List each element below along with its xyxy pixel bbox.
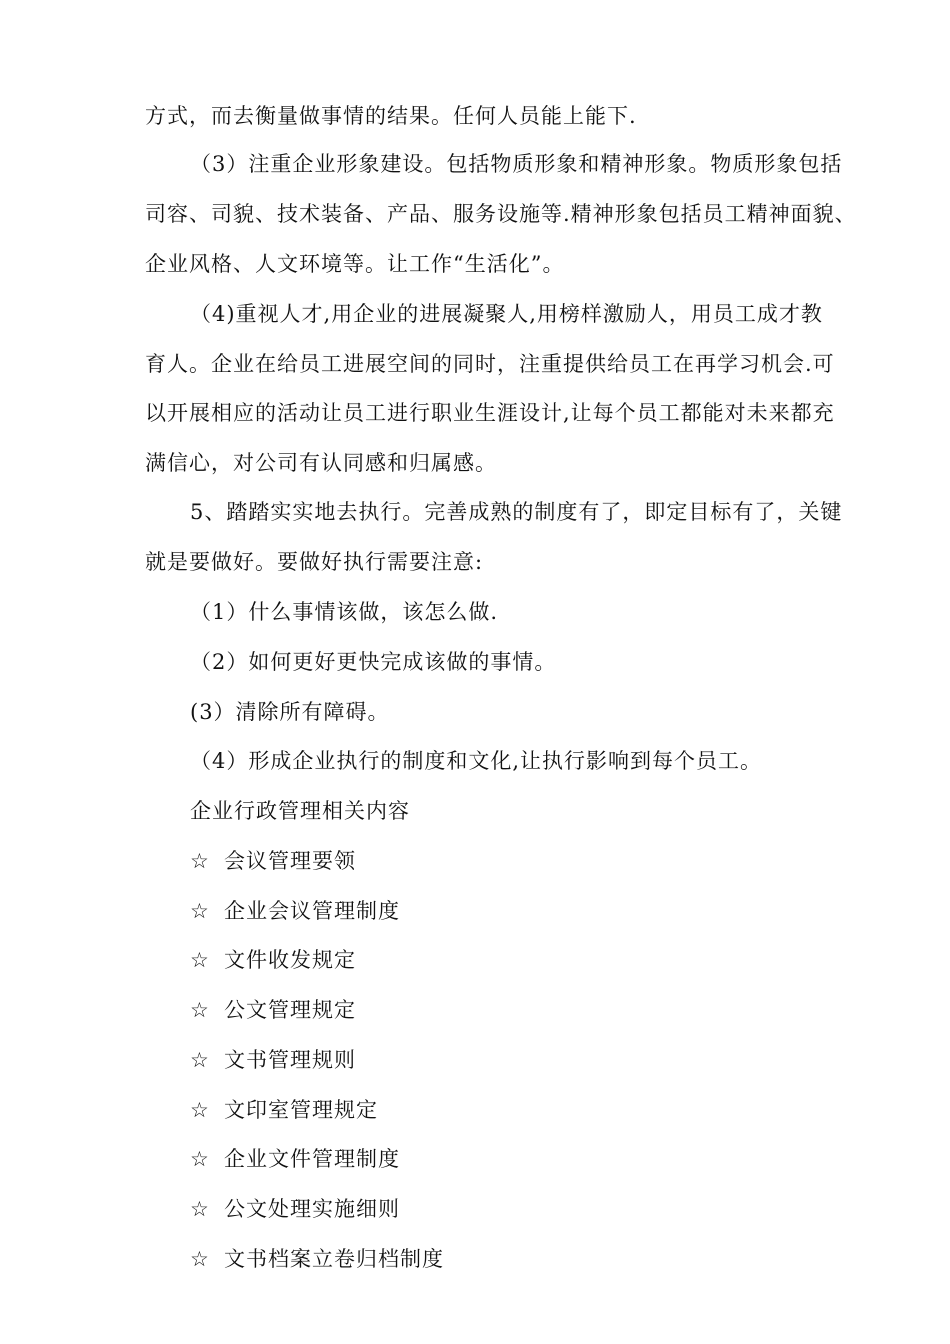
list-item-label: 公文管理规定 bbox=[224, 998, 356, 1022]
paragraph-line: （4）形成企业执行的制度和文化,让执行影响到每个员工。 bbox=[190, 749, 763, 773]
section-heading: 企业行政管理相关内容 bbox=[190, 799, 410, 823]
list-item bbox=[190, 847, 910, 875]
list-item-label: 会议管理要领 bbox=[224, 849, 356, 873]
list-item bbox=[190, 1245, 910, 1273]
list-item bbox=[190, 1096, 910, 1124]
paragraph-line: 5、踏踏实实地去执行。完善成熟的制度有了，即定目标有了，关键 bbox=[190, 500, 843, 524]
star-bullet-icon: ☆ bbox=[190, 948, 210, 972]
paragraph-line: （2）如何更好更快完成该做的事情。 bbox=[190, 650, 557, 674]
list-item-label: 企业文件管理制度 bbox=[224, 1147, 400, 1171]
star-bullet-icon: ☆ bbox=[190, 849, 210, 873]
paragraph-line: （4)重视人才,用企业的进展凝聚人,用榜样激励人，用员工成才教 bbox=[190, 302, 823, 326]
list-item-label: 文印室管理规定 bbox=[224, 1098, 378, 1122]
star-bullet-icon: ☆ bbox=[190, 899, 210, 923]
list-item-label: 文书管理规则 bbox=[224, 1048, 356, 1072]
list-item bbox=[190, 946, 910, 974]
paragraph-line: 企业风格、人文环境等。让工作“生活化”。 bbox=[145, 252, 565, 276]
star-bullet-icon: ☆ bbox=[190, 1147, 210, 1171]
star-bullet-icon: ☆ bbox=[190, 1197, 210, 1221]
list-item bbox=[190, 1145, 910, 1173]
paragraph-line: (3）清除所有障碍。 bbox=[190, 700, 390, 724]
list-item-label: 公文处理实施细则 bbox=[224, 1197, 400, 1221]
paragraph-line: 就是要做好。要做好执行需要注意: bbox=[145, 550, 484, 574]
list-item bbox=[190, 1195, 910, 1223]
paragraph-line: 方式，而去衡量做事情的结果。任何人员能上能下. bbox=[145, 104, 637, 128]
star-bullet-icon: ☆ bbox=[190, 1048, 210, 1072]
paragraph-line: 以开展相应的活动让员工进行职业生涯设计,让每个员工都能对未来都充 bbox=[145, 401, 835, 425]
paragraph-line: （3）注重企业形象建设。包括物质形象和精神形象。物质形象包括 bbox=[190, 152, 843, 176]
list-item bbox=[190, 1046, 910, 1074]
paragraph-line: 司容、司貌、技术装备、产品、服务设施等.精神形象包括员工精神面貌、 bbox=[145, 202, 857, 226]
star-bullet-icon: ☆ bbox=[190, 1098, 210, 1122]
star-bullet-icon: ☆ bbox=[190, 998, 210, 1022]
list-item-label: 文件收发规定 bbox=[224, 948, 356, 972]
paragraph-line: 育人。企业在给员工进展空间的同时，注重提供给员工在再学习机会.可 bbox=[145, 352, 835, 376]
paragraph-line: （1）什么事情该做，该怎么做. bbox=[190, 600, 499, 624]
paragraph-line: 满信心，对公司有认同感和归属感。 bbox=[145, 451, 497, 475]
list-item bbox=[190, 897, 910, 925]
list-item-label: 文书档案立卷归档制度 bbox=[224, 1247, 444, 1271]
list-item bbox=[190, 996, 910, 1024]
star-bullet-icon: ☆ bbox=[190, 1247, 210, 1271]
list-item-label: 企业会议管理制度 bbox=[224, 899, 400, 923]
